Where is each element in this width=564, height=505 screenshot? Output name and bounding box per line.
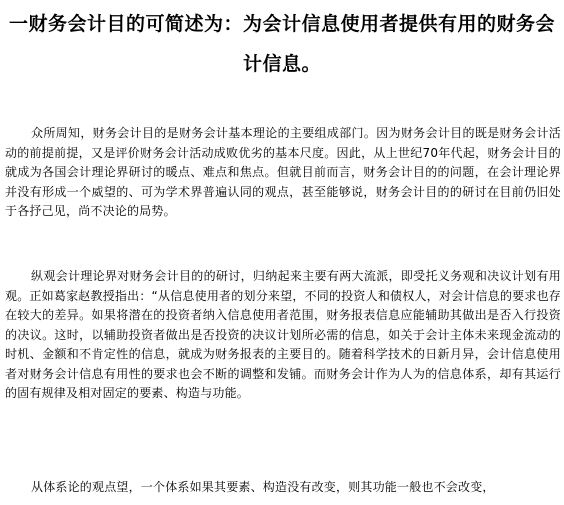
document-title: 一财务会计目的可简述为：为会计信息使用者提供有用的财务会计信息。 xyxy=(8,13,555,75)
paragraph-1: 众所周知，财务会计目的是财务会计基本理论的主要组成部门。因为财务会计目的既是财务会计活动的前提前提，又是评价财务会计活动成败优劣的基本尺度。因此，从上世纪70年代起，财务会计目的就成为各国会计理论界研讨的暖点、难点和焦点。但就目前而言，财务会计目的的问题，在会计理论界并没有形成一个威望的、可为学术界普遍认同的观点，甚至能够说，财务会计目的的研讨在目前仍旧处于各抒己见，尚不决论的局势。 xyxy=(5,126,561,218)
paragraph-2: 纵观会计理论界对财务会计目的的研讨，归纳起来主要有两大流派，即受托义务观和决议计划有用观。正如葛家赵教授指出：“从信息使用者的划分来望，不同的投资人和债权人，对会计信息的要求也存在较大的差异。如果将潜在的投资者纳入信息使用者范围，财务报表信息应能辅助其做出是否入行投资的决议。这时，以辅助投资者做出是否投资的决议计划所必需的信息，如关于会计主体未来现金流动的时机、金额和不肯定性的信息，就成为财务报表的主要目的。随着科学技术的日新月异，会计信息使用者对财务会计信息有用性的要求也会不断的调整和发铺。而财务会计作为人为的信息体系，却有其运行的固有规律及相对固定的要素、构造与功能。 xyxy=(5,269,561,400)
paragraph-3: 从体系论的观点望，一个体系如果其要素、构造没有改变，则其功能一般也不会改变， xyxy=(31,480,495,494)
